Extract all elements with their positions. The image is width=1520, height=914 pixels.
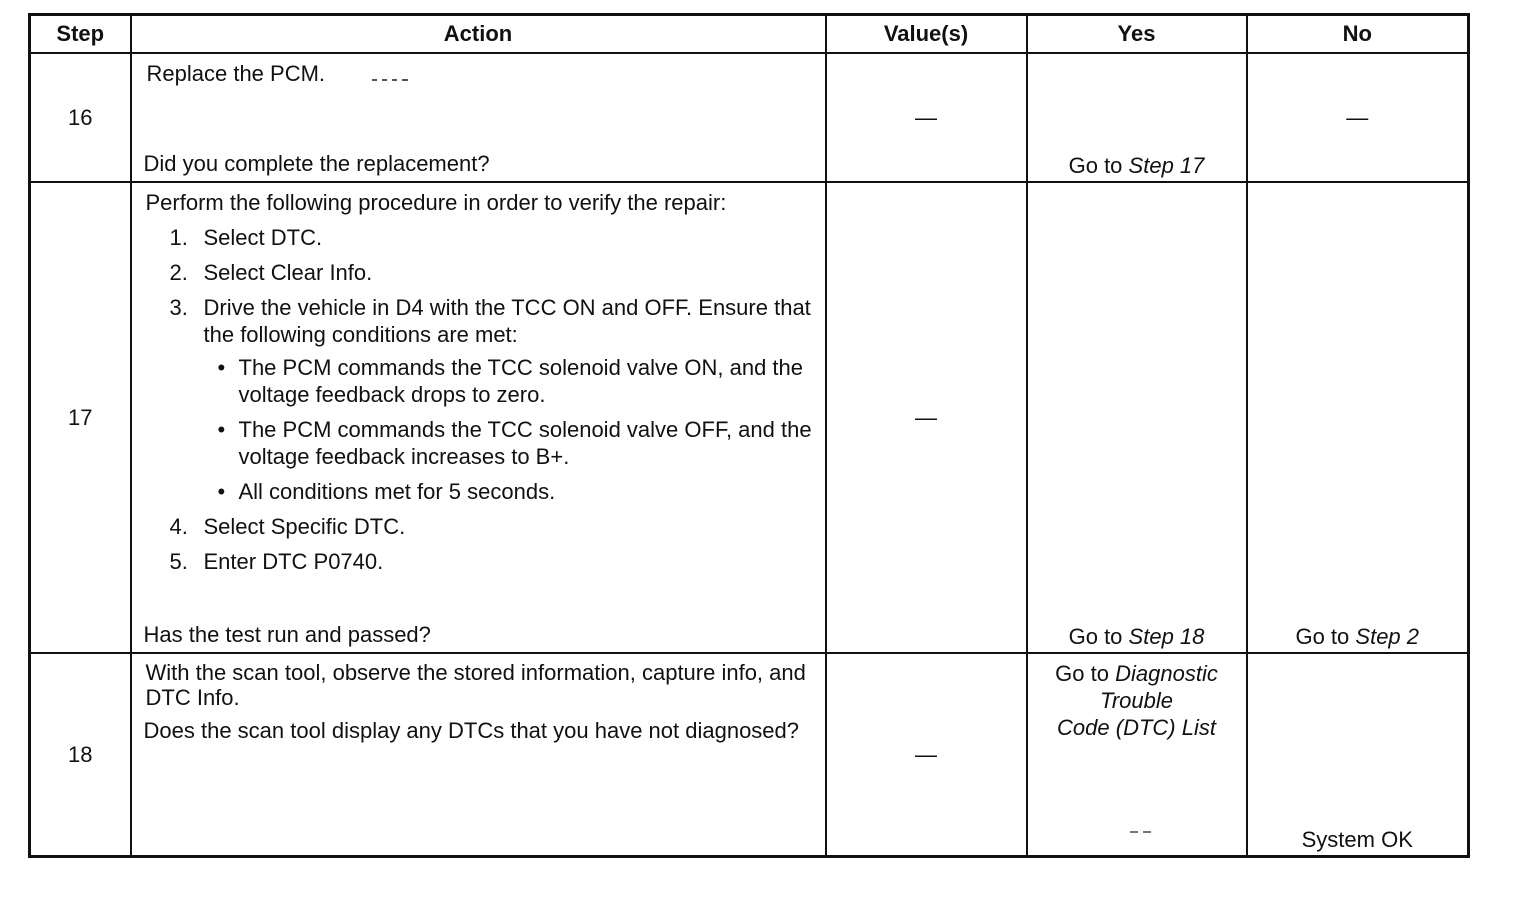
yes-goto-link[interactable]: Trouble xyxy=(1100,688,1173,713)
condition-item: • All conditions met for 5 seconds. xyxy=(217,479,556,504)
yes-cell xyxy=(1027,653,1247,857)
no-cell xyxy=(1247,182,1469,653)
yes-goto-link[interactable]: Step 18 xyxy=(1128,624,1205,649)
yes-goto-link[interactable]: Step 17 xyxy=(1128,153,1205,178)
yes-goto-prefix: Go to xyxy=(1068,153,1123,178)
action-instruction: Replace the PCM. xyxy=(146,61,326,86)
list-item: 1. Select DTC. xyxy=(169,225,323,250)
no-goto-prefix: Go to xyxy=(1295,624,1350,649)
scan-noise xyxy=(1130,831,1138,833)
header-row xyxy=(30,15,1469,54)
table-row-step-16 xyxy=(30,53,1469,182)
scan-noise xyxy=(372,79,377,81)
yes-goto[interactable] xyxy=(1028,153,1246,179)
yes-goto-link[interactable]: Diagnostic xyxy=(1115,661,1218,686)
list-item: 3. Drive the vehicle in D4 with the TCC ON and OFF. Ensure that the following conditions are met: • The PCM commands the TCC solenoid valve ON, and the voltage feedback drops to zero. • The PCM commands the TCC solenoid valve OFF, and the voltage feedback increases to B+. • All conditions met for 5 seconds. xyxy=(146,294,815,505)
step-number: 17 xyxy=(30,182,131,653)
header-step: Step xyxy=(30,15,131,54)
table-row-step-18 xyxy=(30,653,1469,857)
header-action: Action xyxy=(131,15,826,54)
condition-item: • The PCM commands the TCC solenoid valve OFF, and the voltage feedback increases to B+. xyxy=(217,417,812,469)
no-result: System OK xyxy=(1301,827,1413,852)
scan-noise xyxy=(382,79,387,81)
bullet-icon: • xyxy=(217,355,226,380)
step-number: 16 xyxy=(30,53,131,182)
bullet-icon: • xyxy=(217,417,226,442)
yes-goto-prefix: Go to xyxy=(1068,624,1123,649)
value-cell: — xyxy=(826,182,1027,653)
header-no: No xyxy=(1247,15,1469,54)
no-cell xyxy=(1247,653,1469,857)
scan-noise xyxy=(1143,831,1151,833)
step-number: 18 xyxy=(30,653,131,857)
value-cell: — xyxy=(826,53,1027,182)
yes-goto[interactable] xyxy=(1028,624,1246,650)
no-goto-link[interactable]: Step 2 xyxy=(1355,624,1420,649)
value-cell: — xyxy=(826,653,1027,857)
no-cell: — xyxy=(1247,53,1469,182)
yes-goto-link[interactable]: Code (DTC) List xyxy=(1057,715,1216,740)
action-cell xyxy=(131,182,826,653)
list-item: 4. Select Specific DTC. xyxy=(169,514,406,539)
conditions-list xyxy=(204,354,815,505)
header-yes: Yes xyxy=(1027,15,1247,54)
list-item: 2. Select Clear Info. xyxy=(169,260,373,285)
list-item: 5. Enter DTC P0740. xyxy=(169,549,384,574)
scan-noise xyxy=(392,79,397,81)
procedure-intro: Perform the following procedure in order to verify the repair: xyxy=(145,190,727,215)
action-cell xyxy=(131,53,826,182)
diagnostic-table xyxy=(28,13,1470,858)
action-question: Has the test run and passed? xyxy=(143,622,431,647)
condition-item: • The PCM commands the TCC solenoid valve ON, and the voltage feedback drops to zero. xyxy=(217,355,804,407)
action-question: Does the scan tool display any DTCs that you have not diagnosed? xyxy=(143,718,800,743)
scan-noise xyxy=(402,79,408,81)
header-values: Value(s) xyxy=(826,15,1027,54)
bullet-icon: • xyxy=(217,479,226,504)
action-instruction: With the scan tool, observe the stored information, capture info, and DTC Info. xyxy=(145,660,806,710)
table-row-step-17 xyxy=(30,182,1469,653)
yes-goto-prefix: Go to xyxy=(1055,661,1109,686)
yes-cell xyxy=(1027,182,1247,653)
no-goto[interactable] xyxy=(1248,624,1468,650)
action-question: Did you complete the replacement? xyxy=(143,151,490,176)
action-cell xyxy=(131,653,826,857)
yes-cell xyxy=(1027,53,1247,182)
procedure-steps xyxy=(146,224,815,575)
yes-goto[interactable] xyxy=(1028,654,1246,855)
